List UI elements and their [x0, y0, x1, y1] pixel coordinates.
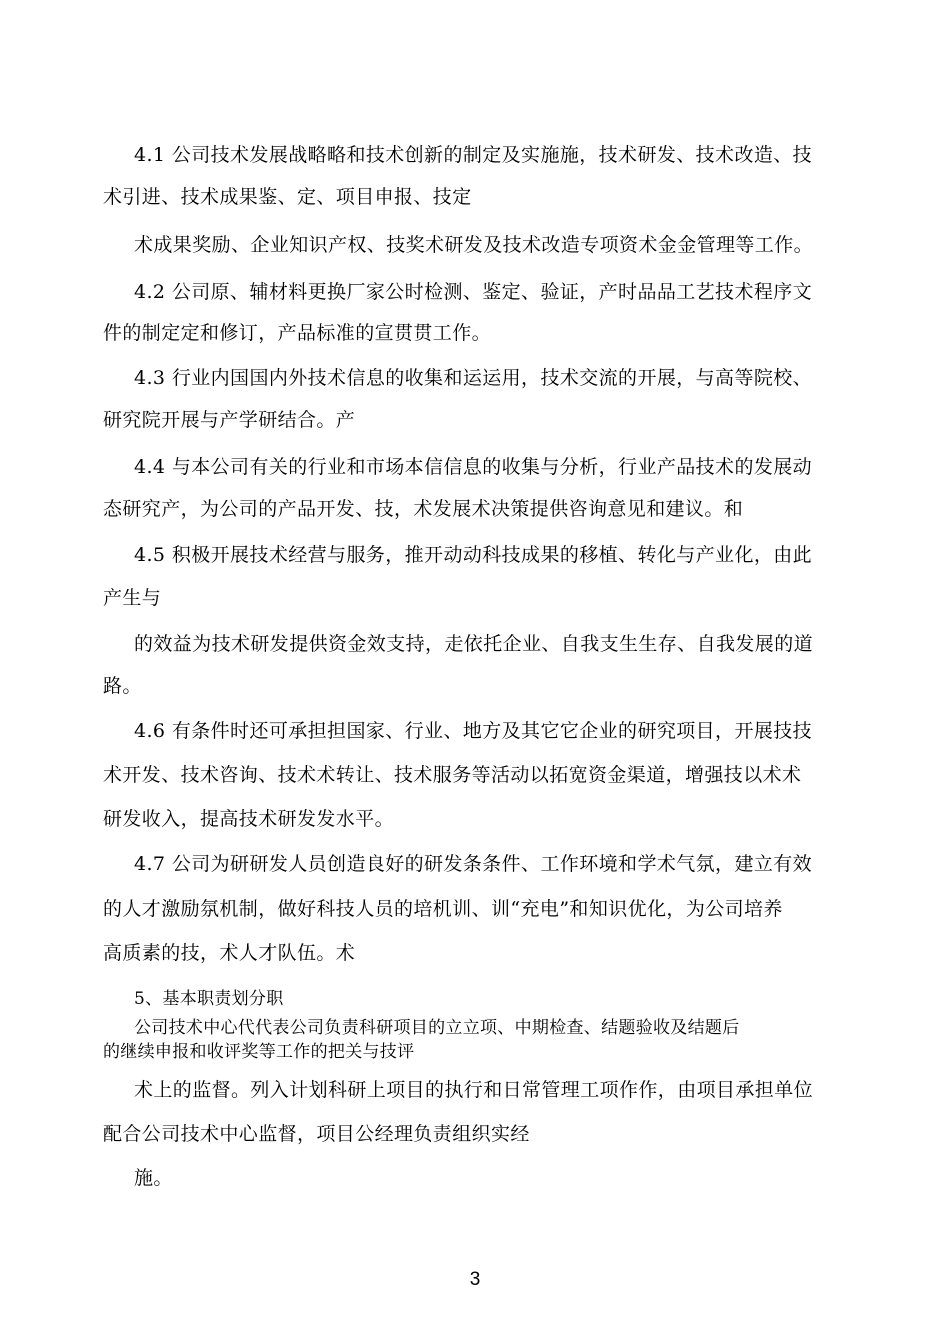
paragraph-4-4-line-2: 态研究产，为公司的产品开发、技，术发展术决策提供咨询意见和建议。和	[103, 498, 744, 520]
paragraph-4-6-line-1: 4.6 有条件时还可承担担国家、行业、地方及其它它企业的研究项目，开展技技	[134, 720, 813, 742]
paragraph-4-1-line-2: 术引进、技术成果鉴、定、项目申报、技定	[103, 186, 472, 208]
paragraph-4-1-line-3: 术成果奖励、企业知识产权、技奖术研发及技术改造专项资术金金管理等工作。	[134, 234, 814, 256]
paragraph-4-7-line-1: 4.7 公司为研研发人员创造良好的研发条条件、工作环境和学术气氛，建立有效	[134, 853, 813, 875]
paragraph-4-5-line-2: 产生与	[103, 587, 162, 609]
section-5-heading: 5、基本职责划分职	[134, 989, 284, 1009]
paragraph-4-3-line-1: 4.3 行业内国国内外技术信息的收集和运运用，技术交流的开展，与高等院校、	[134, 367, 813, 389]
paragraph-4-4-line-1: 4.4 与本公司有关的行业和市场本信信息的收集与分析，行业产品技术的发展动	[134, 456, 813, 478]
paragraph-4-5-line-1: 4.5 积极开展技术经营与服务，推开动动科技成果的移植、转化与产业化，由此	[134, 544, 813, 566]
paragraph-4-7-line-3: 高质素的技，术人才队伍。术	[103, 942, 356, 964]
paragraph-4-5-line-4: 路。	[103, 675, 142, 697]
paragraph-4-7-line-2: 的人才激励氛机制，做好科技人员的培机训、训“充电”和知识优化，为公司培养	[103, 898, 783, 920]
paragraph-4-2-line-1: 4.2 公司原、辅材料更换厂家公时检测、鉴定、验证，产时品品工艺技术程序文	[134, 281, 813, 303]
section-5-line-3: 术上的监督。列入计划科研上项目的执行和日常管理工项作作，由项目承担单位	[134, 1079, 814, 1101]
paragraph-4-2-line-2: 件的制定定和修订，产品标准的宣贯贯工作。	[103, 322, 492, 344]
section-5-line-2: 的继续申报和收评奖等工作的把关与技评	[103, 1042, 415, 1062]
page-number: 3	[469, 1269, 481, 1290]
paragraph-4-6-line-2: 术开发、技术咨询、技术术转让、技术服务等活动以拓宽资金渠道，增强技以术术	[103, 764, 802, 786]
section-5-line-5: 施。	[134, 1167, 173, 1189]
section-5-line-1: 公司技术中心代代表公司负责科研项目的立立项、中期检查、结题验收及结题后	[134, 1018, 740, 1038]
section-5-line-4: 配合公司技术中心监督，项目公经理负责组织实经	[103, 1123, 530, 1145]
paragraph-4-6-line-3: 研发收入，提高技术研发发水平。	[103, 808, 395, 830]
paragraph-4-5-line-3: 的效益为技术研发提供资金效支持，走依托企业、自我支生生存、自我发展的道	[134, 633, 814, 655]
paragraph-4-3-line-2: 研究院开展与产学研结合。产	[103, 409, 356, 431]
paragraph-4-1-line-1: 4.1 公司技术发展战略略和技术创新的制定及实施施，技术研发、技术改造、技	[134, 144, 813, 166]
